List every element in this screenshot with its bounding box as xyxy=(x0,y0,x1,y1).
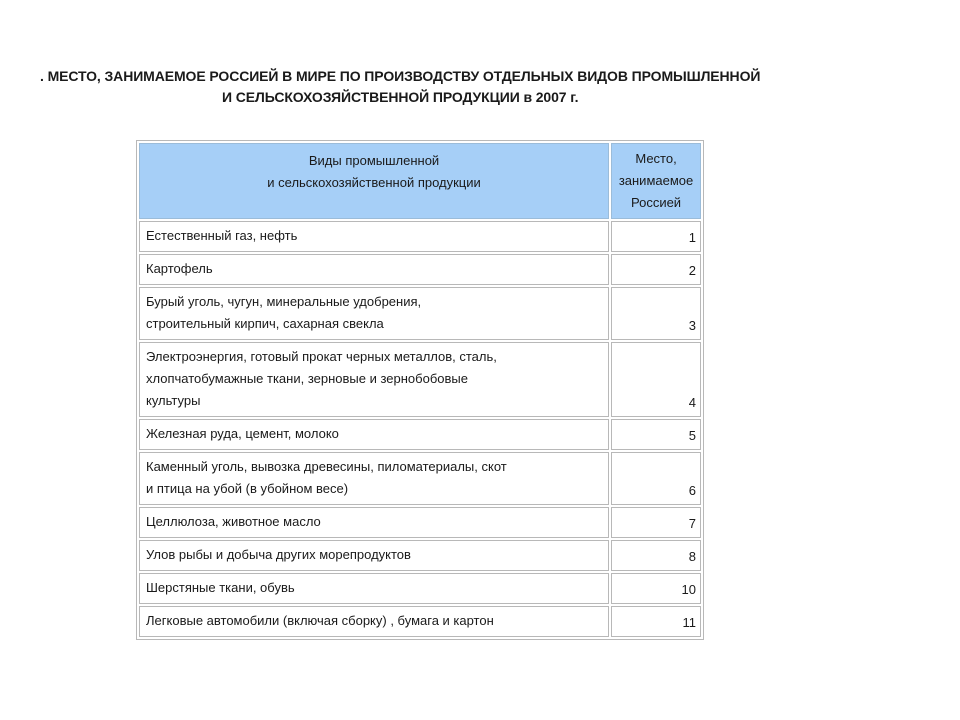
page-title-line-1: . МЕСТО, ЗАНИМАЕМОЕ РОССИЕЙ В МИРЕ ПО ПРОИЗВОДСТВУ ОТДЕЛЬНЫХ ВИДОВ ПРОМЫШЛЕННОЙ xyxy=(40,68,761,84)
rank-cell xyxy=(611,507,701,538)
table-row xyxy=(139,287,701,340)
rank-value: 2 xyxy=(688,263,696,278)
rank-cell xyxy=(611,540,701,571)
rank-value: 11 xyxy=(682,615,696,630)
product-text: Железная руда, цемент, молоко xyxy=(146,426,339,441)
header-russia-rank xyxy=(611,143,701,219)
table-row xyxy=(139,419,701,450)
rank-value: 6 xyxy=(688,483,696,498)
rank-cell xyxy=(611,287,701,340)
rank-value: 8 xyxy=(688,549,696,564)
table-row xyxy=(139,254,701,285)
table-row xyxy=(139,540,701,571)
table-row xyxy=(139,452,701,505)
rank-value: 3 xyxy=(688,318,696,333)
table-row xyxy=(139,342,701,417)
table-row xyxy=(139,606,701,637)
product-text: Целлюлоза, животное масло xyxy=(146,514,321,529)
product-text: Легковые автомобили (включая сборку) , бумага и картон xyxy=(146,613,494,628)
product-cell xyxy=(139,452,609,505)
table-row xyxy=(139,221,701,252)
rank-cell xyxy=(611,419,701,450)
header-product-types-label: Виды промышленной и сельскохозяйственной продукции xyxy=(267,153,481,190)
product-text: Естественный газ, нефть xyxy=(146,228,298,243)
product-text: Улов рыбы и добыча других морепродуктов xyxy=(146,547,411,562)
table-row xyxy=(139,573,701,604)
rank-cell xyxy=(611,606,701,637)
product-cell xyxy=(139,573,609,604)
product-text: Шерстяные ткани, обувь xyxy=(146,580,295,595)
product-text: Картофель xyxy=(146,261,213,276)
rank-value: 4 xyxy=(688,395,696,410)
product-cell xyxy=(139,419,609,450)
header-product-types xyxy=(139,143,609,219)
product-cell xyxy=(139,254,609,285)
product-text: Каменный уголь, вывозка древесины, пиломатериалы, скот и птица на убой (в убойном весе) xyxy=(146,459,507,496)
rank-cell xyxy=(611,254,701,285)
page-title-line-2: И СЕЛЬСКОХОЗЯЙСТВЕННОЙ ПРОДУКЦИИ в 2007 г. xyxy=(222,89,579,105)
ranking-table xyxy=(136,140,704,640)
product-cell xyxy=(139,606,609,637)
product-text: Бурый уголь, чугун, минеральные удобрения, строительный кирпич, сахарная свекла xyxy=(146,294,422,331)
rank-cell xyxy=(611,452,701,505)
product-cell xyxy=(139,342,609,417)
rank-value: 10 xyxy=(681,582,696,597)
product-cell xyxy=(139,287,609,340)
product-cell xyxy=(139,540,609,571)
product-text: Электроэнергия, готовый прокат черных металлов, сталь, хлопчатобумажные ткани, зерновые и зернобобовые культуры xyxy=(146,349,497,408)
rank-cell xyxy=(611,342,701,417)
header-russia-rank-label: Место, занимаемое Россией xyxy=(618,151,694,210)
table-row xyxy=(139,507,701,538)
page-title xyxy=(36,66,856,108)
product-cell xyxy=(139,221,609,252)
rank-value: 7 xyxy=(688,516,696,531)
table-header-row xyxy=(139,143,701,219)
rank-value: 1 xyxy=(688,230,696,245)
rank-cell xyxy=(611,221,701,252)
rank-cell xyxy=(611,573,701,604)
rank-value: 5 xyxy=(688,428,696,443)
product-cell xyxy=(139,507,609,538)
